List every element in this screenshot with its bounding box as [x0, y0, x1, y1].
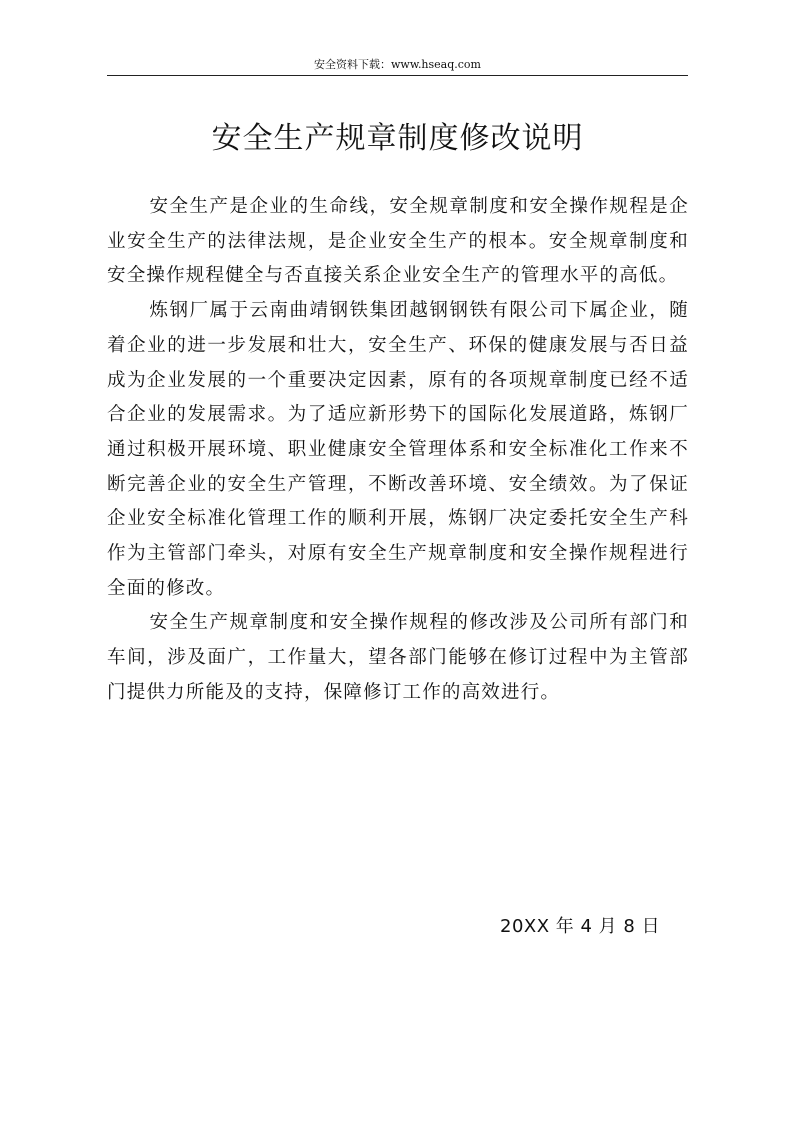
page-header	[107, 57, 688, 76]
header-text: 安全资料下载：www.hseaq.com	[314, 58, 481, 71]
paragraph-1: 安全生产是企业的生命线，安全规章制度和安全操作规程是企业安全生产的法律法规，是企业安全生产的根本。安全规章制度和安全操作规程健全与否直接关系企业安全生产的管理水平的高低。	[107, 196, 689, 287]
document-date: 20XX 年 4 月 8 日	[500, 916, 661, 937]
document-title: 安全生产规章制度修改说明	[211, 121, 584, 156]
document-body	[107, 190, 689, 711]
paragraph-2: 炼钢厂属于云南曲靖钢铁集团越钢钢铁有限公司下属企业，随着企业的进一步发展和壮大，安全生产、环保的健康发展与否日益成为企业发展的一个重要决定因素，原有的各项规章制度已经不适合企业的发展需求。为了适应新形势下的国际化发展道路，炼钢厂通过积极开展环境、职业健康安全管理体系和安全标准化工作来不断完善企业的安全生产管理，不断改善环境、安全绩效。为了保证企业安全标准化管理工作的顺利开展，炼钢厂决定委托安全生产科作为主管部门牵头，对原有安全生产规章制度和安全操作规程进行全面的修改。	[107, 300, 689, 599]
paragraph-3: 安全生产规章制度和安全操作规程的修改涉及公司所有部门和车间，涉及面广，工作量大，望各部门能够在修订过程中为主管部门提供力所能及的支持，保障修订工作的高效进行。	[107, 612, 689, 703]
